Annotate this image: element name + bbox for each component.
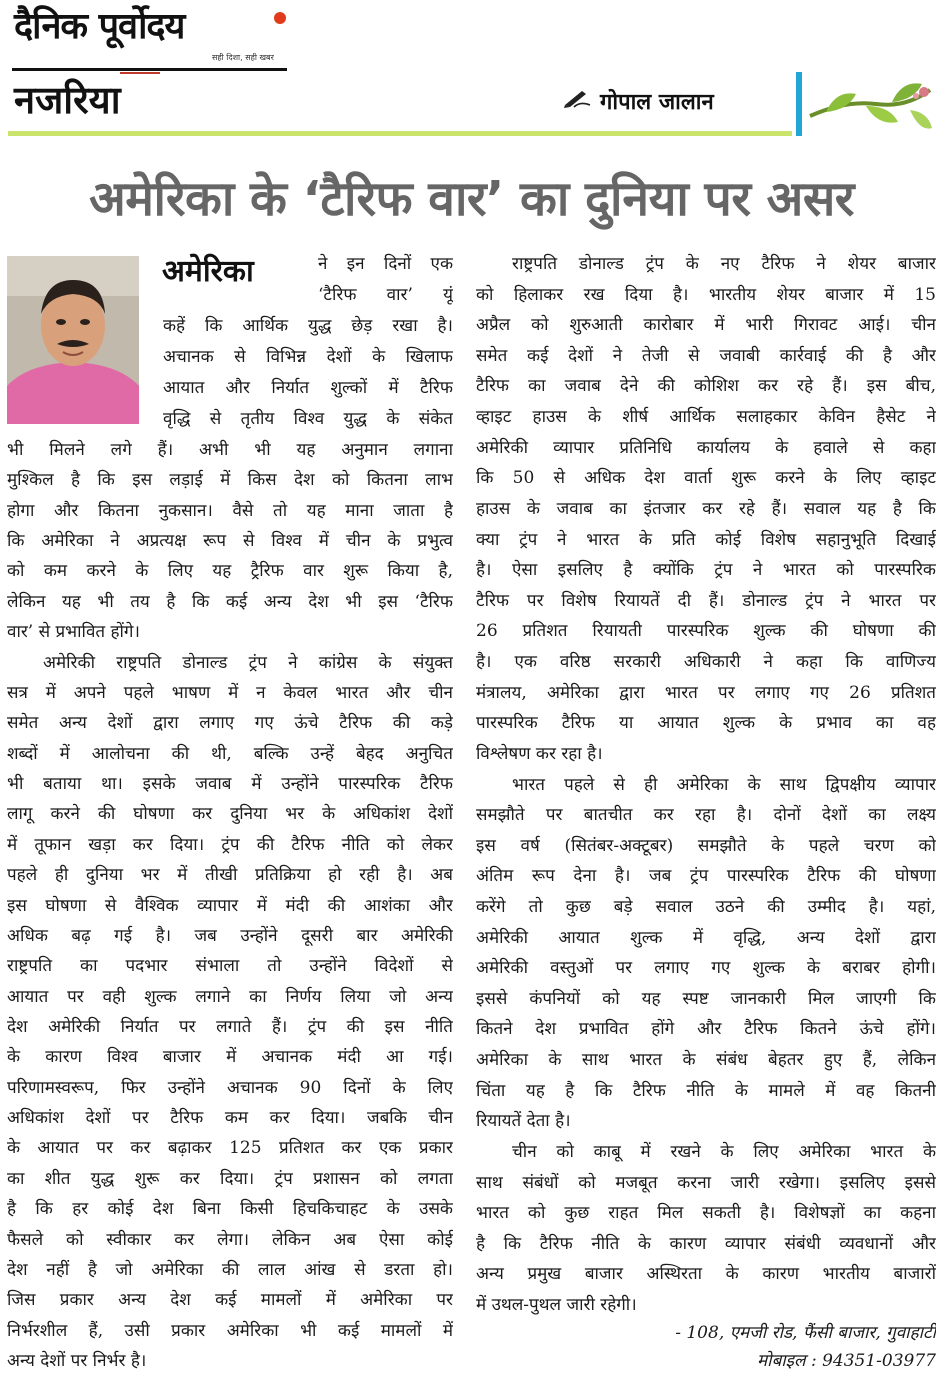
text-line: अधिक बढ़ गई है। जब उन्होंने दूसरी बार अमेरिकी — [7, 926, 453, 946]
text-line: भी बताया था। इसके जवाब में उन्होंने पारस्परिक टैरिफ — [7, 774, 453, 794]
lead-word: अमेरिका — [162, 254, 254, 289]
text-line: है कि टैरिफ नीति के कारण व्यापार संबंधी व्यवधानों और — [476, 1234, 936, 1254]
text-line: हाउस के जवाब का इंतजार कर रहे हैं। सवाल यह है कि — [476, 499, 936, 519]
text-line: वार’ से प्रभावित होंगे। — [7, 622, 140, 642]
paper-name: दैनिक पूर्वोदय — [14, 6, 185, 47]
paper-logo-dot — [274, 12, 286, 24]
text-line: के आयात पर कर बढ़ाकर 125 प्रतिशत कर एक प्रकार — [7, 1138, 453, 1158]
text-line: चिंता यह है कि टैरिफ नीति के मामले में वह कितनी — [476, 1081, 936, 1101]
text-line: अन्य प्रमुख बाजार अस्थिरता के कारण भारतीय बाजारों — [476, 1264, 936, 1284]
text-line: अचानक से विभिन्न देशों के खिलाफ — [163, 347, 453, 367]
text-line: 26 प्रतिशत रियायती पारस्परिक शुल्क की घोषणा की — [476, 621, 936, 641]
text-line: मुश्किल है कि इस लड़ाई में किस देश को कितना लाभ — [7, 470, 453, 490]
text-line: अमेरिकी वस्तुओं पर लगाए गए शुल्क के बराबर होगी। — [476, 958, 936, 978]
author-photo — [7, 256, 139, 424]
text-line: अंतिम रूप देना है। जब ट्रंप पारस्परिक टैरिफ की घोषणा — [476, 866, 936, 886]
text-line: पारस्परिक टैरिफ या आयात शुल्क के प्रभाव का वह — [476, 713, 936, 733]
text-line: फैसले को स्वीकार कर लेगा। लेकिन अब ऐसा कोई — [7, 1230, 453, 1250]
text-line: में तूफान खड़ा कर दिया। ट्रंप की टैरिफ नीति को लेकर — [7, 835, 453, 855]
text-line: को हिलाकर रख दिया है। भारतीय शेयर बाजार में 15 — [476, 285, 936, 305]
text-line: भारत पहले से ही अमेरिका के साथ द्विपक्षीय व्यापार — [512, 775, 936, 795]
text-line: समेत कई देशों ने तेजी से जवाबी कार्रवाई की है और — [476, 346, 936, 366]
text-line: क्या ट्रंप ने भारत के प्रति कोई विशेष सहानुभूति दिखाई — [476, 530, 936, 550]
text-line: कितने देश प्रभावित होंगे और टैरिफ कितने ऊंचे होंगे। — [476, 1019, 936, 1039]
text-line: ने इन दिनों एक — [318, 254, 453, 274]
text-line: सत्र में अपने पहले भाषण में न केवल भारत और चीन — [7, 683, 453, 703]
text-line: भी मिलने लगे हैं। अभी भी यह अनुमान लगाना — [7, 440, 453, 460]
masthead-rule — [12, 68, 287, 71]
text-line: में उथल-पुथल जारी रहेगी। — [476, 1295, 637, 1315]
text-line: आयात पर वही शुल्क लगाने का निर्णय लिया जो अन्य — [7, 987, 453, 1007]
text-line: राष्ट्रपति डोनाल्ड ट्रंप के नए टैरिफ ने शेयर बाजार — [512, 254, 936, 274]
text-line: करेंगे तो कुछ बड़े सवाल उठने की उम्मीद है। यहां, — [476, 897, 936, 917]
text-line: अमेरिकी व्यापार प्रतिनिधि कार्यालय के हवाले से कहा — [476, 438, 936, 458]
text-line: समेत अन्य देशों द्वारा लगाए गए ऊंचे टैरिफ की कड़े — [7, 713, 453, 733]
text-line: टैरिफ का जवाब देने की कोशिश कर रहे हैं। इस बीच, — [476, 376, 936, 396]
author-name: गोपाल जालान — [600, 90, 714, 115]
pen-icon — [562, 87, 592, 115]
text-line: जिस प्रकार अन्य देश कई मामलों में अमेरिका पर — [7, 1290, 453, 1310]
header-green-rule — [8, 131, 792, 136]
text-line: वृद्धि से तृतीय विश्व युद्ध के संकेत — [163, 409, 453, 429]
text-line: के कारण विश्व बाजार में अचानक मंदी आ गई। — [7, 1047, 453, 1067]
text-line: अन्य देशों पर निर्भर है। — [7, 1351, 147, 1371]
text-line: चीन को काबू में रखने के लिए अमेरिका भारत के — [512, 1142, 936, 1162]
text-line: अमेरिका के साथ भारत के संबंध बेहतर हुए हैं, लेकिन — [476, 1050, 936, 1070]
text-line: है कि हर कोई देश बिना किसी हिचकिचाहट के उसके — [7, 1199, 453, 1219]
author-mobile: मोबाइल : 94351-03977 — [757, 1351, 936, 1371]
text-line: कहें कि आर्थिक युद्ध छेड़ रखा है। — [163, 316, 453, 336]
text-line: व्हाइट हाउस के शीर्ष आर्थिक सलाहकार केविन हैसेट ने — [476, 407, 936, 427]
text-line: अधिकांश देशों पर टैरिफ कम कर दिया। जबकि चीन — [7, 1108, 453, 1128]
text-line: आयात और निर्यात शुल्कों में टैरिफ — [163, 378, 453, 398]
byline — [562, 86, 714, 116]
text-line: इस घोषणा से वैश्विक व्यापार में मंदी की आशंका और — [7, 896, 453, 916]
paper-tagline: सही दिशा, सही खबर — [212, 53, 274, 62]
text-line: है। एक वरिष्ठ सरकारी अधिकारी ने कहा कि वाणिज्य — [476, 652, 936, 672]
text-line: इस वर्ष (सितंबर-अक्टूबर) समझौते के पहले चरण को — [476, 836, 936, 856]
masthead — [12, 4, 302, 68]
text-line: निर्भरशील हैं, उसी प्रकार अमेरिका भी कई मामलों में — [7, 1321, 453, 1341]
text-line: राष्ट्रपति का पदभार संभाला तो उन्होंने विदेशों से — [7, 956, 453, 976]
text-line: देश नहीं है जो अमेरिका की लाल आंख से डरता हो। — [7, 1260, 453, 1280]
text-line: इससे कंपनियों को यह स्पष्ट जानकारी मिल जाएगी कि — [476, 989, 936, 1009]
leaf-decoration-icon — [806, 70, 934, 136]
text-line: ‘टैरिफ वार’ यूं — [318, 285, 453, 305]
text-line: पहले ही दुनिया भर में तीखी प्रतिक्रिया हो रही है। अब — [7, 865, 453, 885]
text-line: लेकिन यह भी तय है कि कई अन्य देश भी इस ‘टैरिफ — [7, 592, 453, 612]
text-line: को कम करने के लिए यह ट्रैरिफ वार शुरू किया है, — [7, 561, 453, 581]
text-line: विश्लेषण कर रहा है। — [476, 744, 603, 764]
text-line: मंत्रालय, अमेरिका द्वारा भारत पर लगाए गए 26 प्रतिशत — [476, 683, 936, 703]
text-line: कि अमेरिका ने अप्रत्यक्ष रूप से विश्व में चीन के प्रभुत्व — [7, 531, 453, 551]
text-line: शब्दों में आलोचना की थी, बल्कि उन्हें बेहद अनुचित — [7, 744, 453, 764]
text-line: साथ संबंधों को मजबूत करना जारी रखेगा। इसलिए इससे — [476, 1173, 936, 1193]
text-line: है। ऐसा इसलिए है क्योंकि ट्रंप ने भारत को पारस्परिक — [476, 560, 936, 580]
text-line: परिणामस्वरूप, फिर उन्होंने अचानक 90 दिनों के लिए — [7, 1078, 453, 1098]
text-line: अमेरिकी राष्ट्रपति डोनाल्ड ट्रंप ने कांग्रेस के संयुक्त — [43, 653, 453, 673]
text-line: रियायतें देता है। — [476, 1111, 571, 1131]
text-line: अमेरिकी आयात शुल्क में वृद्धि, अन्य देशों द्वारा — [476, 928, 936, 948]
masthead-accent-rule — [120, 72, 160, 74]
article-headline: अमेरिका के ‘टैरिफ वार’ का दुनिया पर असर — [89, 171, 854, 227]
text-line: का शीत युद्ध शुरू कर दिया। ट्रंप प्रशासन को लगता — [7, 1169, 453, 1189]
text-line: लागू करने की घोषणा कर दुनिया भर के अधिकांश देशों — [7, 804, 453, 824]
column-name: नजरिया — [14, 78, 121, 122]
text-line: देश अमेरिकी निर्यात पर लगाते हैं। ट्रंप की इस नीति — [7, 1017, 453, 1037]
text-line: समझौते पर बातचीत कर रहा है। दोनों देशों का लक्ष्य — [476, 805, 936, 825]
text-line: भारत को कुछ राहत मिल सकती है। विशेषज्ञों का कहना — [476, 1203, 936, 1223]
text-line: अप्रैल को शुरुआती कारोबार में भारी गिरावट आई। चीन — [476, 315, 936, 335]
header-blue-bar — [796, 72, 802, 136]
text-line: कि 50 से अधिक देश वार्ता शुरू करने के लिए व्हाइट — [476, 468, 936, 488]
text-line: टैरिफ पर विशेष रियायतें दी हैं। डोनाल्ड ट्रंप ने भारत पर — [476, 591, 936, 611]
author-address: - 108, एमजी रोड, फैंसी बाजार, गुवाहाटी — [675, 1323, 936, 1343]
text-line: होगा और कितना नुकसान। वैसे तो यह माना जाता है — [7, 501, 453, 521]
